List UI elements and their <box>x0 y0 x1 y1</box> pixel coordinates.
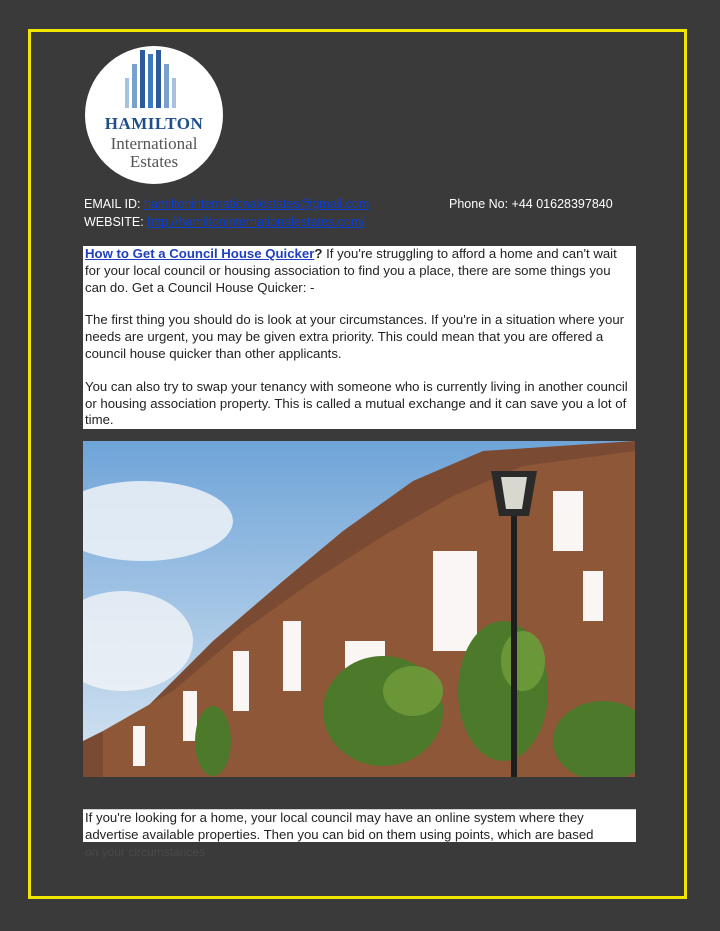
logo-name: HAMILTON <box>104 114 204 133</box>
logo-subtitle-2: Estates <box>129 152 179 171</box>
article-intro <box>85 246 634 296</box>
article-card <box>83 246 636 429</box>
website-line <box>84 215 365 229</box>
faint-overflow-text: on your circumstances <box>85 845 206 859</box>
email-label: EMAIL ID: <box>84 197 141 211</box>
paragraph-3: If you're looking for a home, your local council may have an online system where they advertise available properties. Then you can bid on them using points, which are based <box>85 810 594 842</box>
email-line <box>84 197 369 211</box>
article-body <box>83 246 636 429</box>
website-label: WEBSITE: <box>84 215 144 229</box>
houses-photo <box>83 441 635 777</box>
paragraph-2: You can also try to swap your tenancy with someone who is currently living in another council or housing association property. This is called a mutual exchange and it can save you a lot of time. <box>85 378 628 428</box>
intro-text: If you're struggling to afford a home and can't wait for your local council or housing association to find you a place, there are some things you can do. Get a Council House Quicker: - <box>85 246 617 295</box>
email-link[interactable]: hamiltoninternationalestates@gmail.com <box>143 197 370 211</box>
title-mark: ? <box>314 246 323 261</box>
article-title-link[interactable]: How to Get a Council House Quicker <box>85 246 315 261</box>
website-link[interactable]: http://hamiltoninternationalestates.com/ <box>147 215 365 229</box>
phone-number: Phone No: +44 01628397840 <box>449 197 613 211</box>
company-logo <box>85 46 223 184</box>
paragraph-1: The first thing you should do is look at your circumstances. If you're in a situation where your needs are urgent, you may be given extra priority. This could mean that you are offered a council house quicker than other applicants. <box>85 312 625 361</box>
article-continued <box>83 809 636 842</box>
logo-subtitle: International <box>110 134 198 153</box>
